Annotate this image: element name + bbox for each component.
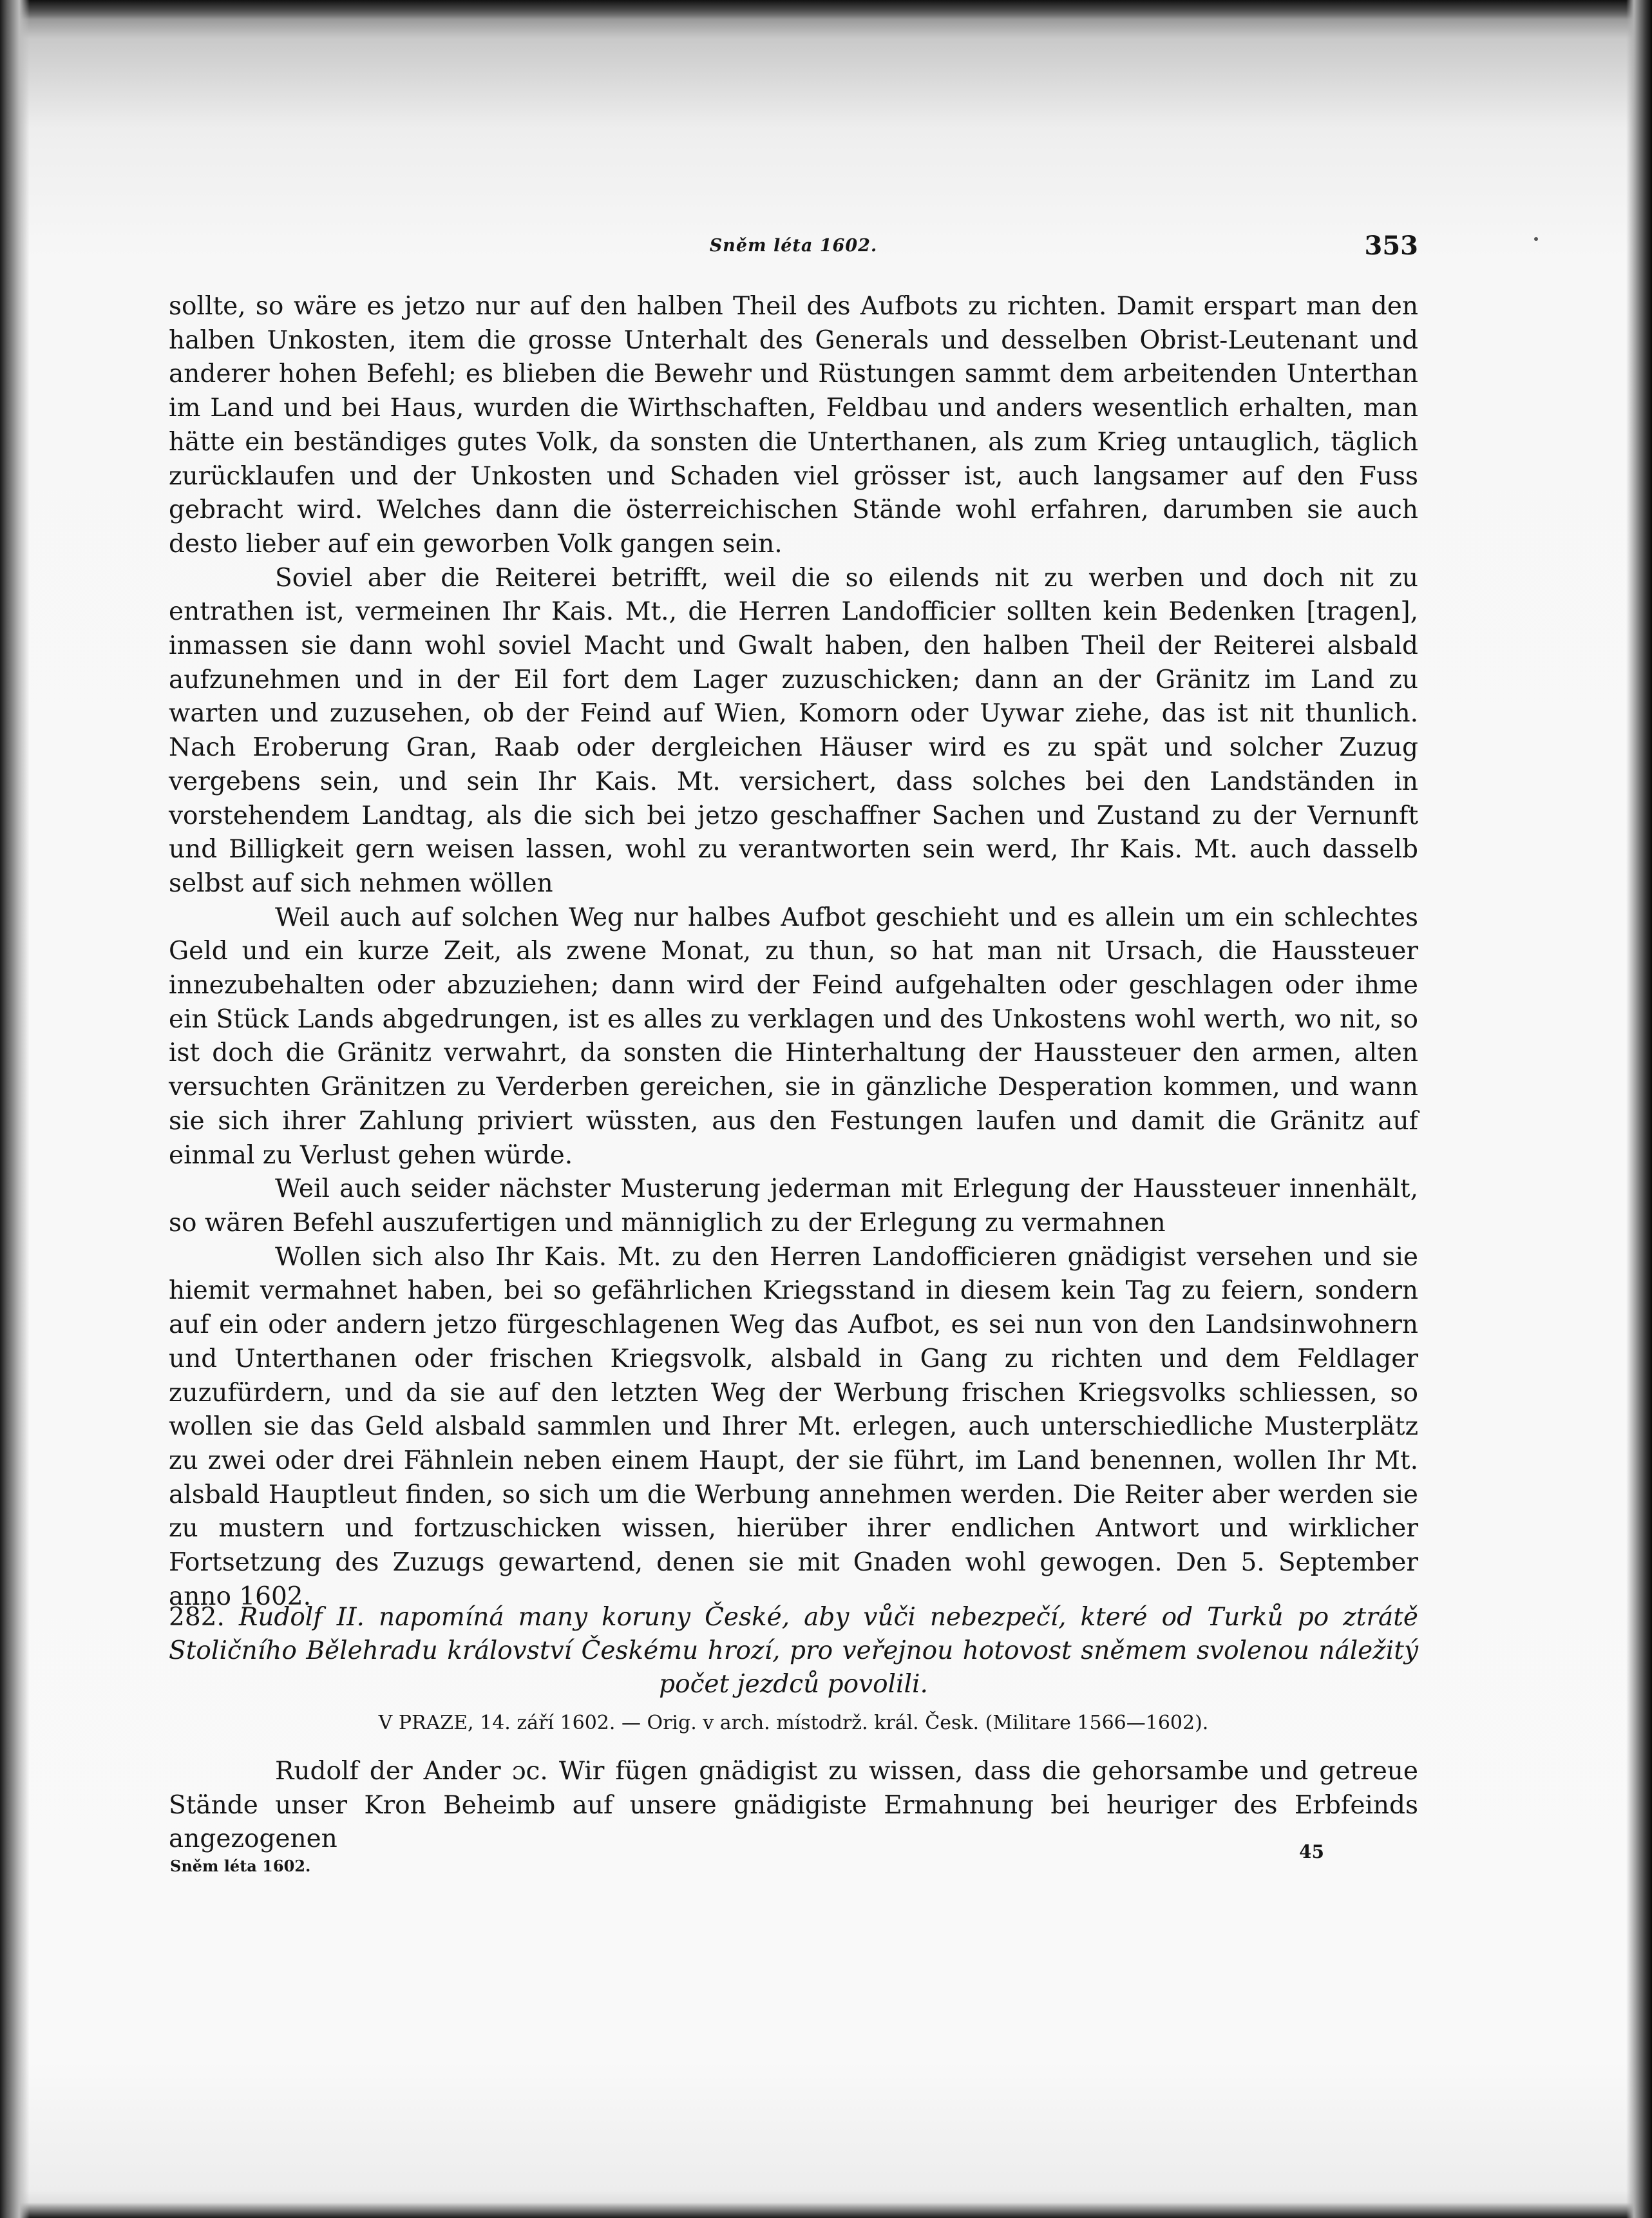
scan-speck — [1534, 237, 1538, 241]
scan-edge-top — [0, 0, 1652, 19]
scan-edge-right — [1626, 0, 1652, 2218]
signature-mark: Sněm léta 1602. — [170, 1857, 311, 1875]
paragraph: Soviel aber die Reiterei betrifft, weil die so eilends nit zu werben und doch nit zu entrathen ist, vermeinen Ihr Kais. Mt., die Herren Landofficier sollten kein Bedenken [tragen], inmassen sie dann wohl soviel Macht und Gwalt haben, den halben Theil der Reiterei alsbald aufzunehmen und in der Eil fort dem Lager zuzuschicken; dann an der Gränitz im Land zu warten und zuzusehen, ob der Feind auf Wien, Komorn oder Uywar ziehe, das ist nit thunlich. Nach Eroberung Gran, Raab oder dergleichen Häuser wird es zu spät und solcher Zuzug vergebens sein, und sein Ihr Kais. Mt. versichert, dass solches bei den Landständen in vorstehendem Landtag, als die sich bei jetzo geschaffner Sachen und Zustand zu der Vernunft und Billigkeit gern weisen lassen, wohl zu verantworten sein werd, Ihr Kais. Mt. auch dasselb selbst auf sich nehmen wöllen — [169, 563, 1418, 898]
document-heading — [169, 1601, 1418, 1701]
scan-edge-left — [0, 0, 30, 2218]
paragraph: Wollen sich also Ihr Kais. Mt. zu den Herren Landofficieren gnädigist versehen und sie hiemit vermahnet haben, bei so gefährlichen Kriegsstand in diesem kein Tag zu feiern, sondern auf ein oder andern jetzo fürgeschlagenen Weg das Aufbot, es sei nun von den Landsinwohnern und Unterthanen oder frischen Kriegsvolk, alsbald in Gang zu richten und dem Feldlager zuzufürdern, und da sie auf den letzten Weg der Werbung frischen Kriegsvolks schliessen, so wollen sie das Geld alsbald sammlen und Ihrer Mt. erlegen, auch unterschiedliche Musterplätz zu zwei oder drei Fähnlein neben einem Haupt, der sie führt, im Land benennen, wollen Ihr Mt. alsbald Hauptleut finden, so sich um die Werbung annehmen werden. Die Reiter aber werden sie zu mustern und fortzuschicken wissen, hierüber ihrer endlichen Antwort und wirklicher Fortsetzung des Zuzugs gewartend, denen sie mit Gnaden wohl gewogen. Den 5. September anno 1602. — [169, 1242, 1418, 1611]
page-number: 353 — [1364, 231, 1418, 261]
document-source: V PRAZE, 14. září 1602. — Orig. v arch. místodrž. král. Česk. (Militare 1566—1602). — [378, 1712, 1209, 1734]
paragraph: Weil auch auf solchen Weg nur halbes Aufbot geschieht und es allein um ein schlechtes Geld und ein kurze Zeit, als zwene Monat, zu thun, so hat man nit Ursach, die Haussteuer innezubehalten oder abzuziehen; dann wird der Feind aufgehalten oder geschlagen oder ihme ein Stück Lands abgedrungen, ist es alles zu verklagen und des Unkostens wohl werth, wo nit, so ist doch die Gränitz verwahrt, da sonsten die Hinterhaltung der Haussteuer den armen, alten versuchten Gränitzen zu Verderben gereichen, sie in gänzliche Desperation kommen, und wann sie sich ihrer Zahlung priviert wüssten, aus den Festungen laufen und damit die Gränitz auf einmal zu Verlust gehen würde. — [169, 903, 1418, 1170]
main-text — [169, 290, 1418, 1614]
sheet-number: 45 — [1299, 1841, 1324, 1862]
document-number: 282. — [169, 1603, 225, 1632]
paragraph: Weil auch seider nächster Musterung jederman mit Erlegung der Haussteuer innenhält, so wären Befehl auszufertigen und männiglich zu der Erlegung zu vermahnen — [169, 1174, 1418, 1238]
paragraph: sollte, so wäre es jetzo nur auf den halben Theil des Aufbots zu richten. Damit erspart man den halben Unkosten, item die grosse Unterhalt des Generals und desselben Obrist-Leutenant und anderer hohen Befehl; es blieben die Bewehr und Rüstungen sammt dem arbeitenden Unterthan im Land und bei Haus, wurden die Wirthschaften, Feldbau und anders wesentlich erhalten, man hätte ein beständiges gutes Volk, da sonsten die Unterthanen, als zum Krieg untauglich, täglich zurücklaufen und der Unkosten und Schaden viel grösser ist, auch langsamer auf den Fuss gebracht wird. Welches dann die österreichischen Stände wohl erfahren, darumben sie auch desto lieber auf ein geworben Volk gangen sein. — [169, 292, 1418, 559]
scan-edge-bottom — [0, 2203, 1652, 2218]
document-heading-text: Rudolf II. napomíná many koruny České, aby vůči nebezpečí, které od Turků po ztrátě Stoličního Bělehradu království Českému hrozí, pro veřejnou hotovost sněmem svolenou náležitý počet jezdců povolili. — [169, 1603, 1418, 1699]
running-title: Sněm léta 1602. — [709, 236, 878, 256]
document-opening-paragraph: Rudolf der Ander ɔc. Wir fügen gnädigist zu wissen, dass die gehorsambe und getreue Stände unser Kron Beheimb auf unsere gnädigiste Ermahnung bei heuriger des Erbfeinds angezogenen — [169, 1757, 1418, 1854]
book-page — [169, 219, 1418, 1894]
